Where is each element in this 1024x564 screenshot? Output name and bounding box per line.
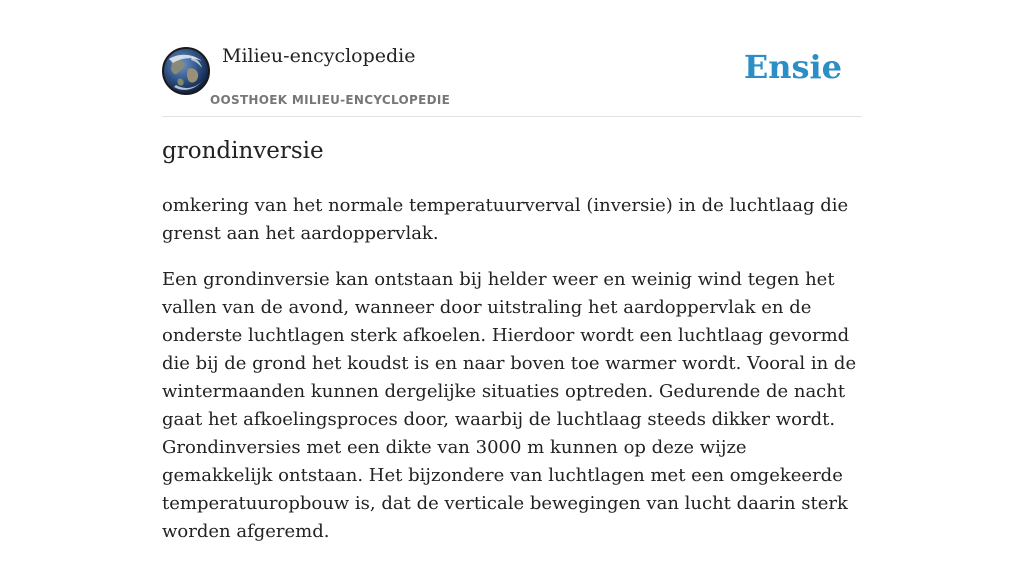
ensie-logo-link[interactable]: Ensie (743, 48, 842, 86)
site-name[interactable]: Milieu-encyclopedie (222, 45, 416, 67)
explanation-paragraph: Een grondinversie kan ontstaan bij helder weer en weinig wind tegen het vallen van de avond, wanneer door uitstraling het aardoppervlak en de onderste luchtlagen sterk afkoelen. Hierdoor wordt een luchtlaag gevormd die bij de grond het koudst is en naar boven toe warmer wordt. Vooral in de wintermaanden kunnen dergelijke situaties optreden. Gedurende de nacht gaat het afkoelingsproces door, waarbij de luchtlaag steeds dikker wordt. Grondinversies met een dikte van 3000 m kunnen op deze wijze gemakkelijk ontstaan. Het bijzondere van luchtlagen met een omgekeerde temperatuuropbouw is, dat de verticale bewegingen van lucht daarin sterk worden afgeremd. (162, 269, 857, 542)
definition-paragraph: omkering van het normale temperatuurverval (inversie) in de luchtlaag die grenst aan het aardoppervlak. (162, 195, 849, 244)
page-title: grondinversie (162, 138, 324, 164)
article-body (162, 192, 862, 564)
site-header (162, 44, 862, 117)
site-subtitle: OOSTHOEK MILIEU-ENCYCLOPEDIE (210, 93, 451, 107)
earth-icon[interactable] (162, 47, 210, 95)
